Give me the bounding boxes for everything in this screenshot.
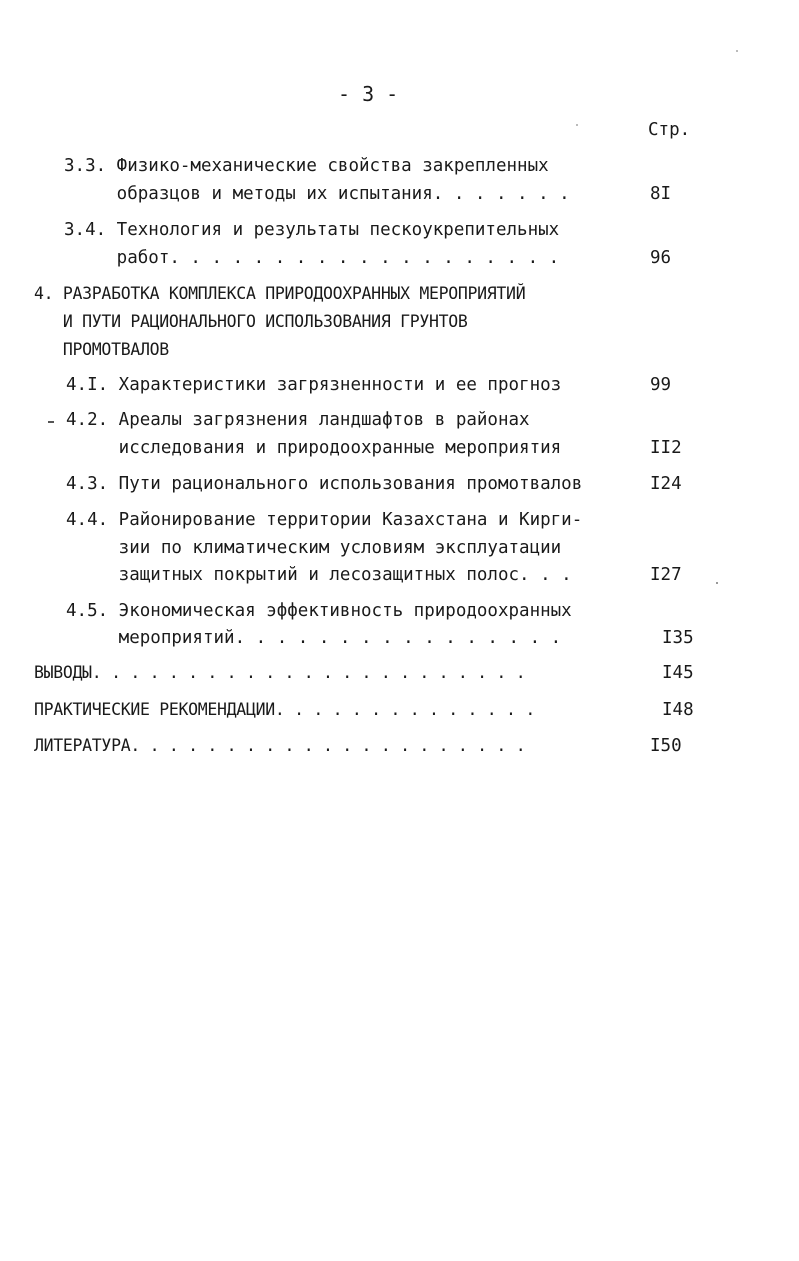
toc-chapter-4-line-2: И ПУТИ РАЦИОНАЛЬНОГО ИСПОЛЬЗОВАНИЯ ГРУНТОВ — [34, 312, 468, 331]
toc-entry-4-1-page: 99 — [650, 375, 672, 395]
toc-entry-3-3-line-1: 3.3. Физико-механические свойства закрепленных — [64, 156, 549, 176]
toc-entry-3-4-line-2: работ. . . . . . . . . . . . . . . . . . . — [64, 248, 560, 268]
toc-entry-4-4-line-2: зии по климатическим условиям эксплуатации — [66, 538, 562, 558]
toc-chapter-4-line-3: ПРОМОТВАЛОВ — [34, 340, 169, 359]
toc-literature-page: I50 — [650, 736, 682, 756]
toc-recommendations-page: I48 — [662, 700, 694, 720]
margin-tick-mark — [48, 421, 54, 423]
toc-entry-4-3-page: I24 — [650, 474, 682, 494]
toc-entry-4-1-line-1: 4.I. Характеристики загрязненности и ее прогноз — [66, 375, 562, 395]
toc-conclusions-page: I45 — [662, 663, 694, 683]
toc-entry-3-3-page: 8I — [650, 184, 672, 204]
toc-entry-3-3-line-2: образцов и методы их испытания. . . . . . . — [64, 184, 570, 204]
toc-entry-4-2-line-2: исследования и природоохранные мероприятия — [66, 438, 562, 458]
toc-entry-4-5-line-1: 4.5. Экономическая эффективность природоохранных — [66, 601, 572, 621]
scan-speck — [736, 50, 738, 52]
toc-recommendations-line: ПРАКТИЧЕСКИЕ РЕКОМЕНДАЦИИ. . . . . . . . . . . . . . — [34, 700, 535, 719]
toc-entry-4-4-line-3: защитных покрытий и лесозащитных полос. . . — [66, 565, 572, 585]
scan-speck — [576, 124, 578, 126]
toc-conclusions-line: ВЫВОДЫ. . . . . . . . . . . . . . . . . . . . . . . — [34, 663, 526, 682]
toc-entry-4-4-page: I27 — [650, 565, 682, 585]
toc-chapter-4-line-1: 4. РАЗРАБОТКА КОМПЛЕКСА ПРИРОДООХРАННЫХ МЕРОПРИЯТИЙ — [34, 284, 526, 303]
toc-entry-4-2-page: II2 — [650, 438, 682, 458]
toc-entry-3-4-page: 96 — [650, 248, 672, 268]
toc-entry-3-4-line-1: 3.4. Технология и результаты пескоукрепительных — [64, 220, 560, 240]
toc-entry-4-2-line-1: 4.2. Ареалы загрязнения ландшафтов в районах — [66, 410, 530, 430]
toc-entry-4-4-line-1: 4.4. Районирование территории Казахстана и Кирги- — [66, 510, 583, 530]
page-number: - 3 - — [338, 82, 399, 106]
scan-speck — [716, 582, 718, 584]
toc-entry-4-3-line-1: 4.3. Пути рационального использования промотвалов — [66, 474, 583, 494]
toc-entry-4-5-line-2: мероприятий. . . . . . . . . . . . . . . . — [66, 628, 562, 648]
toc-literature-line: ЛИТЕРАТУРА. . . . . . . . . . . . . . . . . . . . . — [34, 736, 526, 755]
page-column-header: Стр. — [648, 120, 691, 140]
toc-entry-4-5-page: I35 — [662, 628, 694, 648]
